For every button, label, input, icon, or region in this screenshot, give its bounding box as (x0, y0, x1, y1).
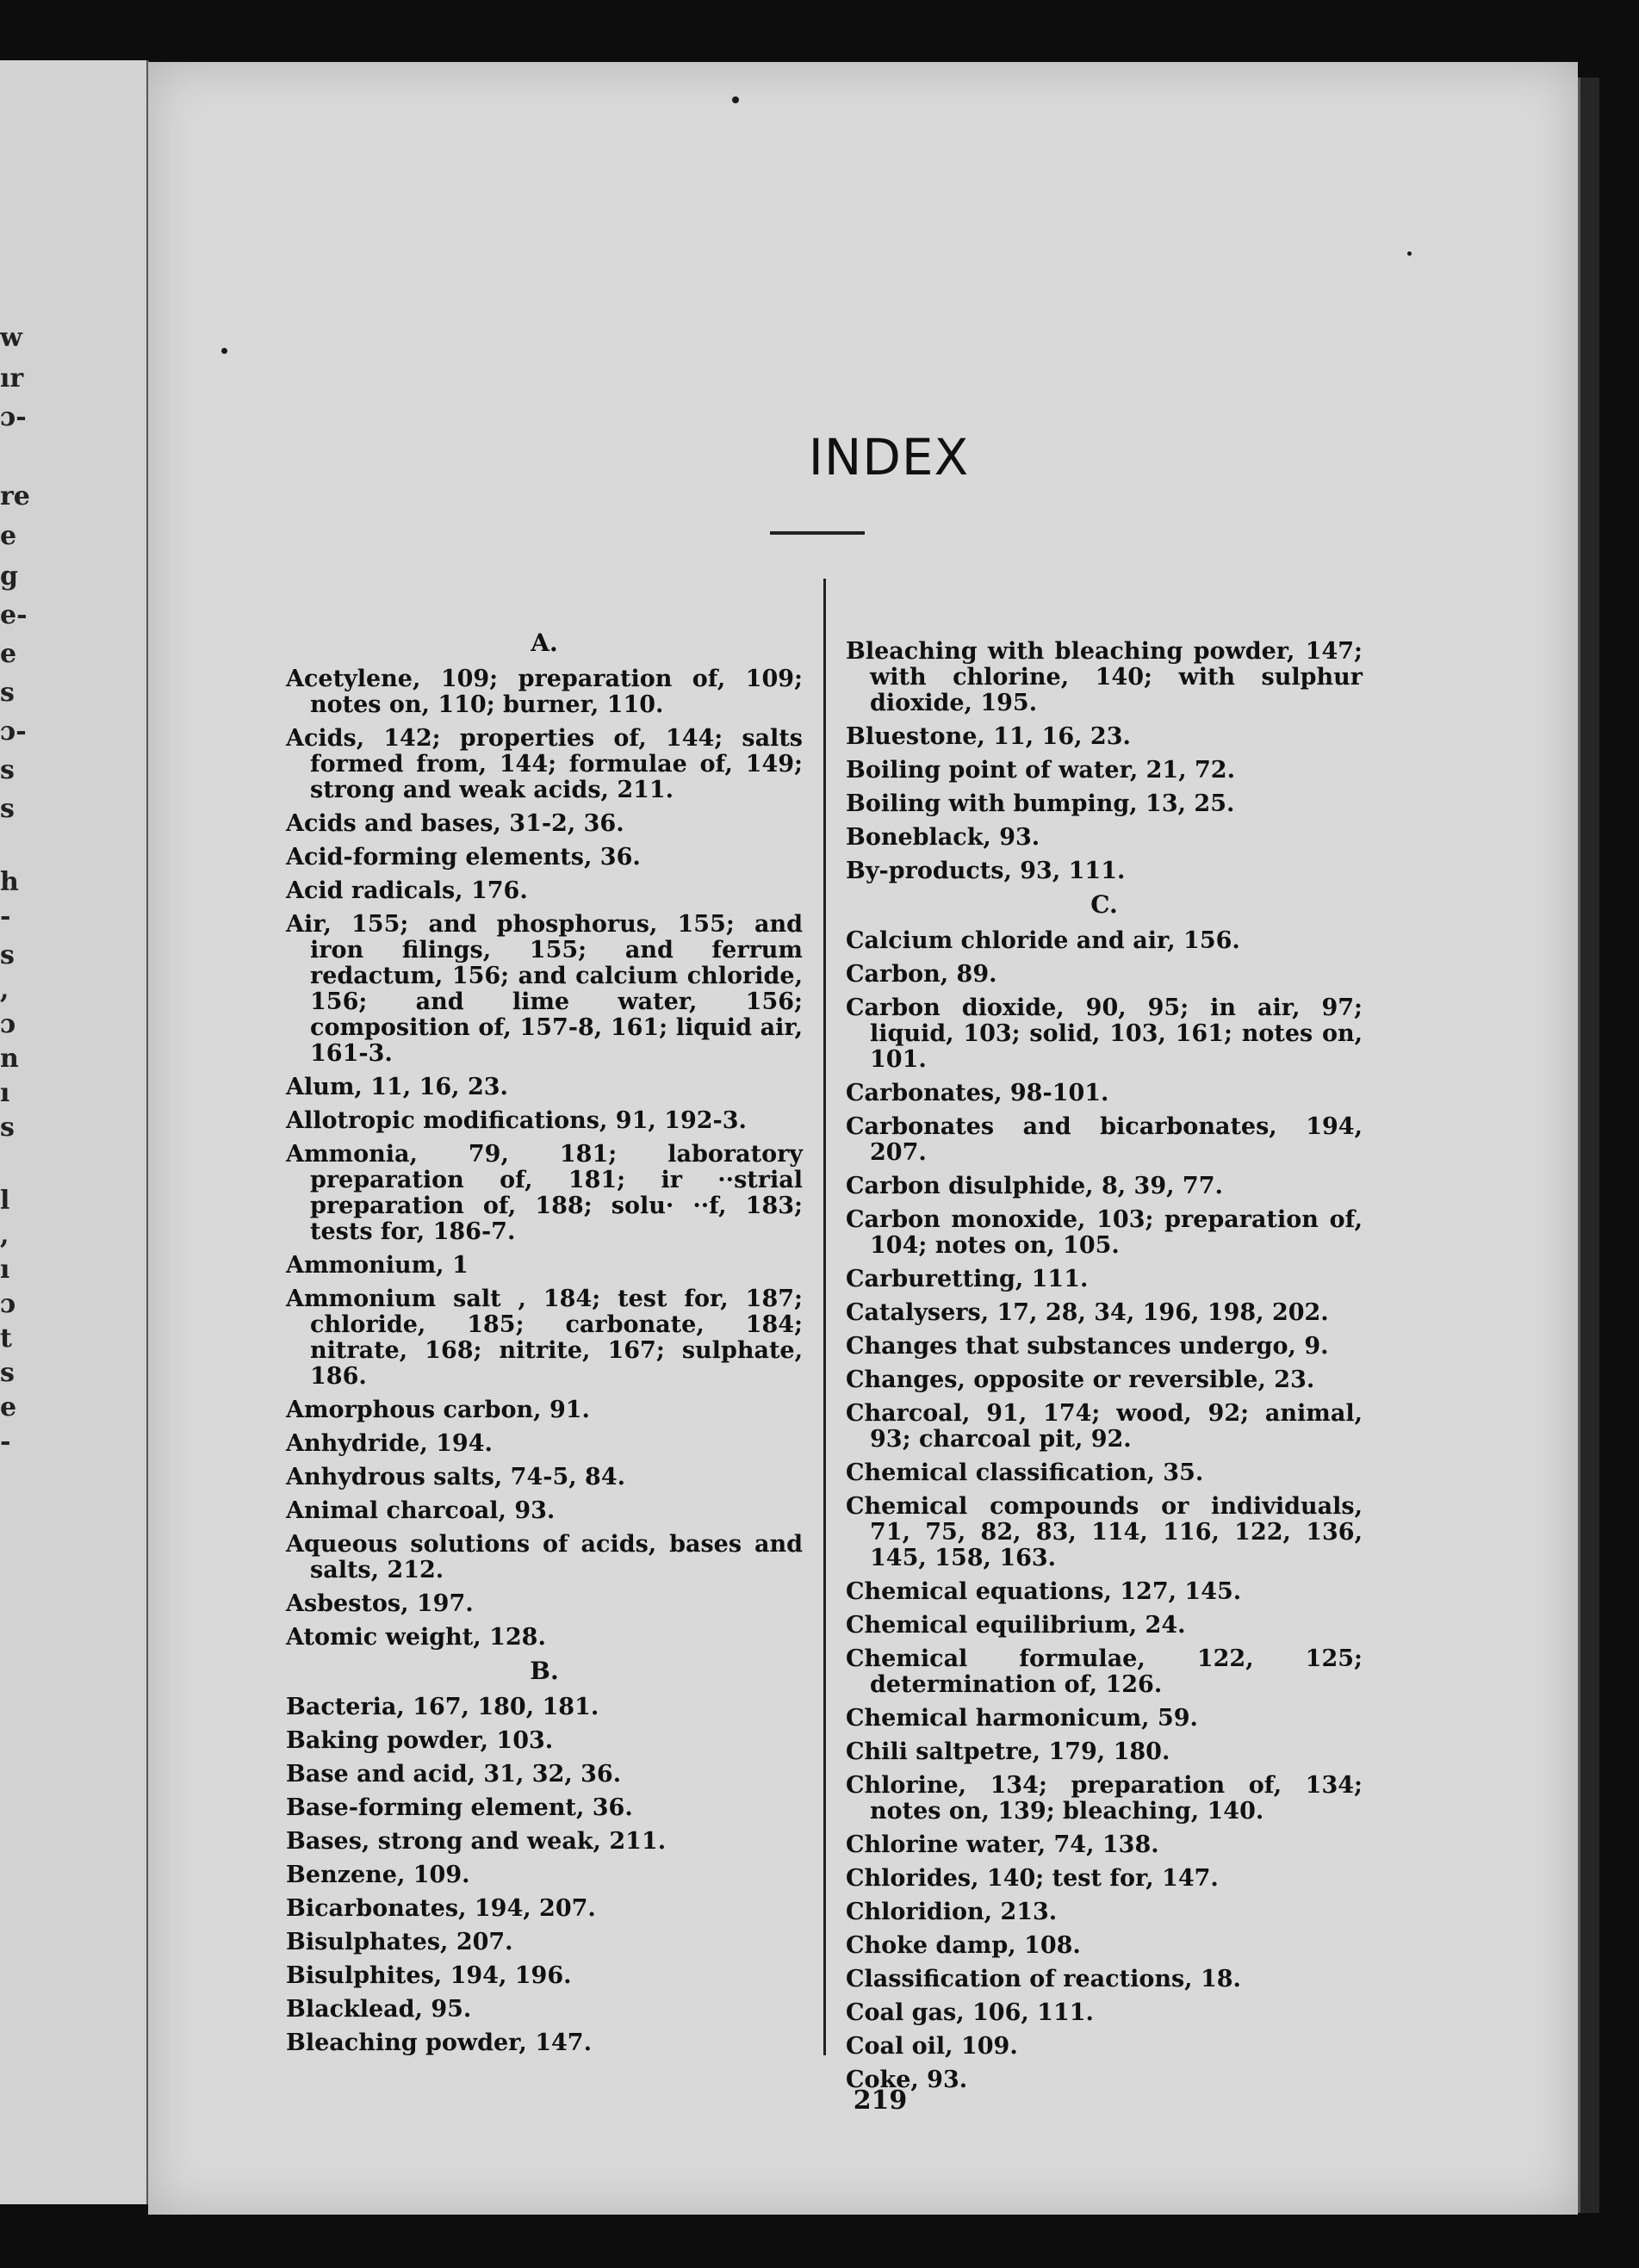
index-entry: Carbonates and bicarbonates, 194, 207. (846, 1113, 1363, 1166)
index-column-left (286, 629, 803, 2064)
index-entry: Bleaching powder, 147. (286, 2029, 592, 2056)
index-entry: Coke, 93. (846, 2067, 968, 2093)
index-entry: Anhydrous salts, 74-5, 84. (286, 1464, 626, 1490)
index-entry: Choke damp, 108. (846, 1932, 1081, 1959)
index-entry: Air, 155; and phosphorus, 155; and iron filings, 155; and ferrum redactum, 156; and calcium chloride, 156; and lime water, 156; composition of, 157-8, 161; liquid air, 161-3. (286, 911, 803, 1067)
index-entry: Carbon dioxide, 90, 95; in air, 97; liquid, 103; solid, 103, 161; notes on, 101. (846, 995, 1363, 1073)
index-entry: Chemical formulae, 122, 125; determination of, 126. (846, 1645, 1363, 1698)
index-entry: Acid radicals, 176. (286, 877, 528, 904)
index-entry: Carbon monoxide, 103; preparation of, 104; notes on, 105. (846, 1206, 1363, 1259)
left-page-fragment: s (0, 794, 15, 824)
left-page-fragment: w (0, 323, 22, 353)
left-page-fragment: ɔ (0, 1289, 16, 1319)
index-entry: Catalysers, 17, 28, 34, 196, 198, 202. (846, 1299, 1329, 1326)
index-entry: Boneblack, 93. (846, 824, 1040, 851)
index-entry: Blacklead, 95. (286, 1996, 472, 2023)
page-number: 219 (853, 2085, 908, 2116)
left-page-fragment: , (0, 975, 9, 1005)
index-entry: Allotropic modifications, 91, 192-3. (286, 1107, 747, 1134)
left-page-fragment: s (0, 1112, 15, 1143)
index-column-right (846, 639, 1363, 2101)
left-page-fragment: ı (0, 1078, 10, 1108)
left-page-fragment: t (0, 1323, 12, 1354)
index-entry: Boiling with bumping, 13, 25. (846, 790, 1235, 817)
index-entry: Atomic weight, 128. (286, 1624, 546, 1651)
index-entry: Calcium chloride and air, 156. (846, 927, 1240, 954)
index-entry: Bacteria, 167, 180, 181. (286, 1694, 599, 1720)
index-entry: Bisulphates, 207. (286, 1929, 513, 1955)
index-entry: Acids and bases, 31-2, 36. (286, 810, 624, 837)
index-entry: Base-forming element, 36. (286, 1794, 633, 1821)
index-entry: Carburetting, 111. (846, 1266, 1089, 1292)
index-entry: Chemical harmonicum, 59. (846, 1705, 1198, 1732)
index-entry: Aqueous solutions of acids, bases and salts, 212. (286, 1531, 803, 1583)
left-page-fragment: ɔ- (0, 402, 27, 432)
left-page-fragment: g (0, 561, 18, 592)
left-page-fragment: ɔ- (0, 716, 27, 747)
print-speck (1407, 251, 1412, 256)
index-entry: Acetylene, 109; preparation of, 109; notes on, 110; burner, 110. (286, 666, 803, 718)
index-entry: Asbestos, 197. (286, 1590, 474, 1617)
index-entry: Acid-forming elements, 36. (286, 844, 641, 871)
left-page-fragment: e- (0, 600, 28, 630)
index-entry: Chili saltpetre, 179, 180. (846, 1738, 1170, 1765)
index-entry: Benzene, 109. (286, 1862, 470, 1888)
index-entry: Carbon disulphide, 8, 39, 77. (846, 1173, 1223, 1199)
print-speck (221, 348, 227, 354)
index-entry: Chemical classification, 35. (846, 1459, 1204, 1486)
index-entry: Carbonates, 98-101. (846, 1080, 1109, 1106)
left-page-fragment: e (0, 1392, 17, 1422)
left-page-fragment: ı (0, 1255, 10, 1285)
column-divider (823, 579, 826, 2055)
index-entry: Baking powder, 103. (286, 1727, 554, 1754)
left-page-fragment: re (0, 481, 30, 511)
left-page-fragment: l (0, 1186, 10, 1216)
index-entry: Ammonia, 79, 181; laboratory preparation of, 181; ir ··strial preparation of, 188; solu· ··f, 183; tests for, 186-7. (286, 1141, 803, 1245)
index-entry: By-products, 93, 111. (846, 858, 1126, 884)
left-page-fragment: e (0, 521, 17, 551)
letter-heading: C. (1090, 890, 1118, 919)
index-entry: Charcoal, 91, 174; wood, 92; animal, 93; charcoal pit, 92. (846, 1400, 1363, 1453)
index-entry: Base and acid, 31, 32, 36. (286, 1761, 622, 1788)
left-page-fragment: ɔ (0, 1009, 16, 1039)
left-page-fragment: ır (0, 363, 24, 393)
index-entry: Chlorine, 134; preparation of, 134; notes on, 139; bleaching, 140. (846, 1772, 1363, 1825)
left-page-fragment: n (0, 1044, 19, 1074)
index-entry: Chemical equations, 127, 145. (846, 1578, 1242, 1605)
right-page-edge (1578, 77, 1599, 2213)
index-entry: Alum, 11, 16, 23. (286, 1074, 508, 1100)
left-page-fragment: h (0, 867, 19, 897)
index-entry: Ammonium, 1 (286, 1252, 469, 1279)
index-entry: Coal oil, 109. (846, 2033, 1018, 2060)
index-entry: Bases, strong and weak, 211. (286, 1828, 667, 1855)
left-page-fragment: e (0, 639, 17, 669)
left-page-fragment: - (0, 902, 11, 932)
letter-heading: A. (531, 629, 558, 657)
print-speck (732, 96, 739, 103)
index-entry: Chlorides, 140; test for, 147. (846, 1865, 1219, 1892)
index-entry: Changes that substances undergo, 9. (846, 1333, 1329, 1360)
index-entry: Coal gas, 106, 111. (846, 1999, 1094, 2026)
index-entry: Boiling point of water, 21, 72. (846, 757, 1235, 784)
index-entry: Bisulphites, 194, 196. (286, 1962, 572, 1989)
left-page-fragment: , (0, 1220, 9, 1250)
index-entry: Amorphous carbon, 91. (286, 1397, 590, 1423)
index-entry: Acids, 142; properties of, 144; salts formed from, 144; formulae of, 149; strong and weak acids, 211. (286, 725, 803, 803)
page-title: INDEX (808, 428, 970, 486)
index-entry: Carbon, 89. (846, 961, 997, 988)
left-page-fragment: s (0, 755, 15, 785)
index-entry: Bluestone, 11, 16, 23. (846, 723, 1131, 750)
index-entry: Bleaching with bleaching powder, 147; with chlorine, 140; with sulphur dioxide, 195. (846, 638, 1363, 716)
left-page-edge (0, 60, 149, 2204)
index-entry: Changes, opposite or reversible, 23. (846, 1366, 1315, 1393)
left-page-fragment: s (0, 678, 15, 708)
left-page-fragment: s (0, 940, 15, 970)
index-entry: Chemical equilibrium, 24. (846, 1612, 1186, 1639)
left-page-fragment: - (0, 1427, 11, 1457)
index-entry: Chemical compounds or individuals, 71, 75, 82, 83, 114, 116, 122, 136, 145, 158, 163. (846, 1493, 1363, 1571)
letter-heading: B. (530, 1657, 559, 1685)
index-entry: Anhydride, 194. (286, 1430, 493, 1457)
index-entry: Chlorine water, 74, 138. (846, 1831, 1159, 1858)
book-page (148, 62, 1578, 2215)
index-entry: Ammonium salt , 184; test for, 187; chloride, 185; carbonate, 184; nitrate, 168; nitrite, 167; sulphate, 186. (286, 1286, 803, 1390)
index-entry: Chloridion, 213. (846, 1899, 1058, 1925)
left-page-fragment: s (0, 1358, 15, 1388)
title-rule (770, 531, 865, 535)
index-entry: Animal charcoal, 93. (286, 1497, 556, 1524)
index-entry: Classification of reactions, 18. (846, 1966, 1241, 1992)
index-entry: Bicarbonates, 194, 207. (286, 1895, 596, 1922)
